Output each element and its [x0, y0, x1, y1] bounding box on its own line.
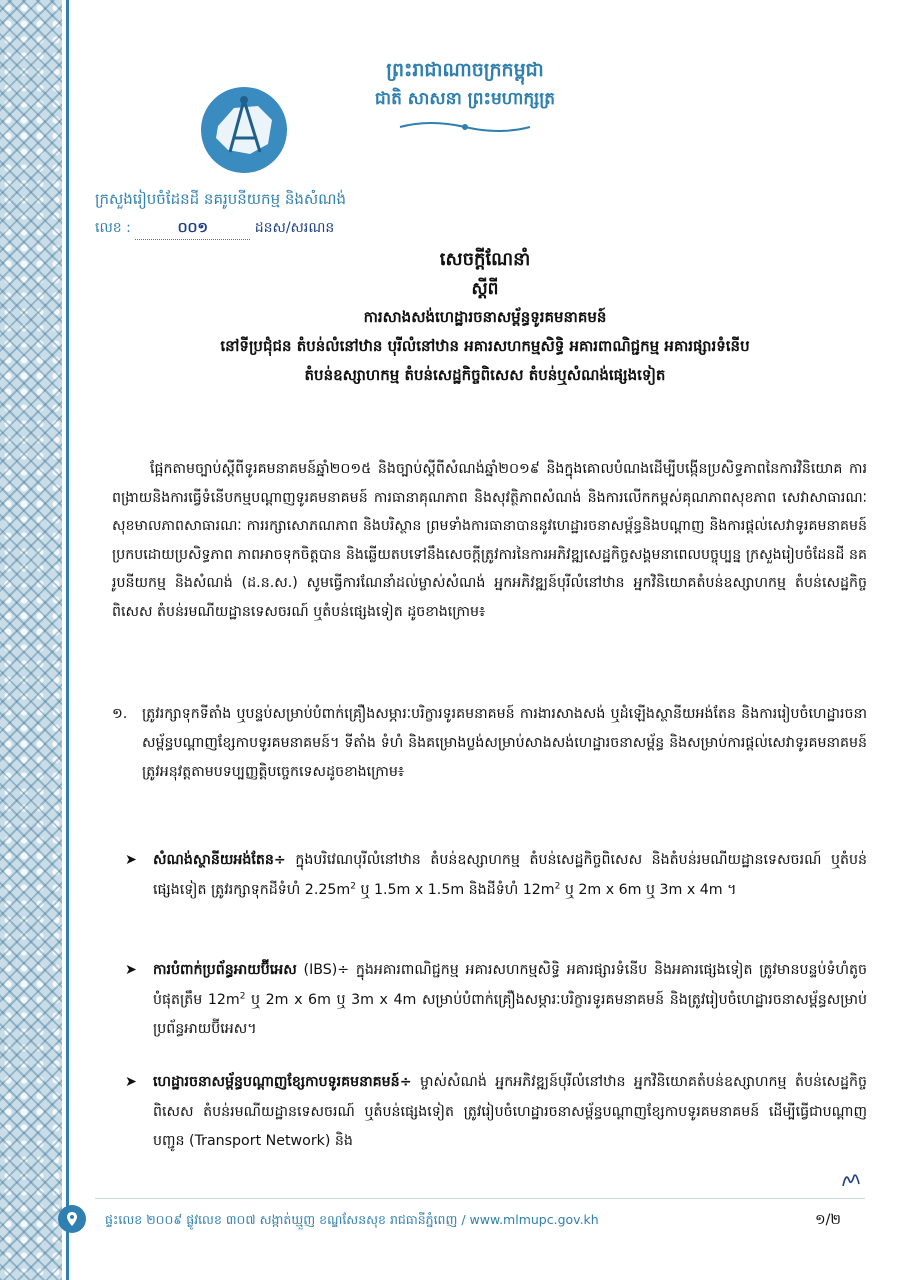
bullet-text-a: ក្នុងបរិវេណបុរីលំនៅឋាន តំបន់ឧស្សាហកម្ម តំបន់សេដ្ឋកិច្ចពិសេស និងតំបន់រមណីយដ្ឋានទេសចរណ៍ ឬតំបន់ផ្សេងទៀត ត្រូវរក្សាទុកដីទំហំ 2.25m	[153, 852, 867, 898]
decorative-border	[0, 0, 62, 1280]
kingdom-title: ព្រះរាជាណាចក្រកម្ពុជា	[386, 59, 544, 81]
reference-suffix: ដនស/សរណន	[254, 220, 335, 236]
title-line-2: នៅទីប្រជុំជន តំបន់លំនៅឋាន បុរីលំនៅឋាន អគារសហកម្មសិទ្ធិ អគារពាណិជ្ជកម្ម អគារផ្សារទំនើប	[220, 337, 750, 355]
arrow-bullet-icon: ➤	[125, 852, 137, 868]
ornament-divider	[390, 119, 540, 135]
title-main: សេចក្តីណែនាំ	[439, 249, 531, 270]
initials-signature	[840, 1170, 862, 1190]
reference-label: លេខ :	[95, 220, 131, 236]
bullet-ibs	[125, 956, 867, 1045]
reference-number	[95, 218, 334, 240]
bullet-text-b: ឬ 1.5m x 1.5m និងដីទំហំ 12m	[355, 881, 555, 898]
arrow-bullet-icon: ➤	[125, 1074, 137, 1090]
bullet-text-a: ម្ចាស់សំណង់ អ្នកអភិវឌ្ឍន៍បុរីលំនៅឋាន អ្នកវិនិយោគតំបន់ឧស្សាហកម្ម តំបន់សេដ្ឋកិច្ចពិសេស តំបន់រមណីយដ្ឋានទេសចរណ៍ ឬតំបន់ផ្សេងទៀត ត្រូវរៀបចំហេដ្ឋារចនាសម្ព័ន្ធបណ្តាញខ្សែកាបទូរគមនាគមន៍ ដើម្បីធ្វើជាបណ្តាញបញ្ជូន (Transport Network) និង	[153, 1074, 867, 1149]
intro-text: ផ្អែកតាមច្បាប់ស្តីពីទូរគមនាគមន៍ឆ្នាំ២០១៥ និងច្បាប់ស្តីពីសំណង់ឆ្នាំ២០១៩ និងក្នុងគោលបំណងដើម្បីបង្កើនប្រសិទ្ធភាពនៃការវិនិយោគ ការពង្រាយនិងការធ្វើទំនើបកម្មបណ្តាញទូរគមនាគមន៍ ការធានាគុណភាព និងសុវត្ថិភាពសំណង់ និងការលើកកម្ពស់គុណភាពសុខភាព សេវាសាធារណៈ សុខមាលភាពសាធារណៈ ការរក្សាសោភណភាព និងបរិស្ថាន ព្រមទាំងការធានាបាននូវហេដ្ឋារចនាសម្ព័ន្ធនិងបណ្តាញ និងការផ្តល់សេវាទូរគមនាគមន៍ប្រកបដោយប្រសិទ្ធភាព ភាពអាចទុកចិត្តបាន និងឆ្លើយតបទៅនឹងសេចក្តីត្រូវការនៃការអភិវឌ្ឍសេដ្ឋកិច្ចសង្គមនាពេលបច្ចុប្បន្ន ក្រសួងរៀបចំដែនដី នគរូបនីយកម្ម និងសំណង់ (ដ.ន.ស.) សូមធ្វើការណែនាំដល់ម្ចាស់សំណង់ អ្នកអភិវឌ្ឍន៍បុរីលំនៅឋាន អ្នកវិនិយោគតំបន់ឧស្សាហកម្ម តំបន់សេដ្ឋកិច្ចពិសេស តំបន់រមណីយដ្ឋានទេសចរណ៍ ឬតំបន់ផ្សេងទៀត ដូចខាងក្រោម៖	[112, 461, 867, 620]
ministry-logo	[200, 86, 288, 174]
page-number: ១/២	[815, 1212, 841, 1228]
document-title	[95, 245, 875, 390]
superscript: 2	[350, 880, 356, 891]
title-line-3: តំបន់ឧស្សាហកម្ម តំបន់សេដ្ឋកិច្ចពិសេស តំបន់ឬសំណង់ផ្សេងទៀត	[304, 366, 666, 384]
superscript: 2	[554, 880, 561, 891]
bullet-heading: សំណង់ស្ថានីយអង់តែន÷	[153, 852, 286, 868]
location-pin-icon	[58, 1205, 86, 1233]
title-line-1: ការសាងសង់ហេដ្ឋារចនាសម្ព័ន្ធទូរគមនាគមន៍	[363, 308, 607, 326]
bullet-heading: ការបំពាក់ប្រព័ន្ធអាយប៊ីអេស	[153, 962, 297, 978]
title-about: ស្តីពី	[471, 279, 499, 299]
bullet-text-a: (IBS)÷ ក្នុងអគារពាណិជ្ជកម្ម អគារសហកម្មសិទ្ធិ អគារផ្សារទំនើប និងអគារផ្សេងទៀត ត្រូវមានបន្ទប់ទំហំតូចបំផុតត្រឹម 12m	[153, 962, 867, 1008]
bullet-text-c: ឬ 2m x 6m ឬ 3m x 4m ។	[560, 881, 737, 898]
reference-value: ០០១	[135, 218, 250, 240]
bullet-text-b: ឬ 2m x 6m ឬ 3m x 4m សម្រាប់បំពាក់គ្រឿងសម្ភារៈបរិក្ខារទូរគមនាគមន៍ និងត្រូវរៀបចំហេដ្ឋារចនាសម្ព័ន្ធសម្រាប់ប្រព័ន្ធអាយប៊ីអេស។	[153, 991, 867, 1037]
item-number: ១.	[112, 706, 128, 722]
ministry-name: ក្រសួងរៀបចំដែនដី នគរូបនីយកម្ម និងសំណង់	[95, 190, 347, 208]
kingdom-header	[320, 55, 610, 135]
item-text: ត្រូវរក្សាទុកទីតាំង ឬបន្ទប់សម្រាប់បំពាក់គ្រឿងសម្ភារៈបរិក្ខារទូរគមនាគមន៍ ការងារសាងសង់ ឬដំឡើងស្ថានីយអង់តែន និងការរៀបចំហេដ្ឋារចនាសម្ព័ន្ធបណ្តាញខ្សែកាបទូរគមនាគមន៍។ ទីតាំង ទំហំ និងគម្រោងប្លង់សម្រាប់សាងសង់ហេដ្ឋារចនាសម្ព័ន្ធ និងសម្រាប់ការផ្តល់សេវាទូរគមនាគមន៍ ត្រូវអនុវត្តតាមបទប្បញ្ញត្តិបច្ចេកទេសដូចខាងក្រោម៖	[142, 706, 867, 780]
superscript: 2	[239, 990, 246, 1001]
border-line	[66, 0, 69, 1280]
bullet-antenna	[125, 846, 867, 905]
footer-address: ផ្ទះលេខ ២០០៩ ផ្លូវលេខ ៣០៧ សង្កាត់ឃ្មួញ ខណ្ឌសែនសុខ រាជធានីភ្នំពេញ / www.mlmupc.gov.kh	[105, 1212, 599, 1227]
numbered-item-1	[112, 700, 867, 787]
footer-divider	[95, 1198, 865, 1199]
intro-paragraph	[112, 455, 867, 627]
bullet-cable-network	[125, 1068, 867, 1157]
national-motto: ជាតិ សាសនា ព្រះមហាក្សត្រ	[374, 89, 556, 109]
arrow-bullet-icon: ➤	[125, 962, 137, 978]
bullet-heading: ហេដ្ឋារចនាសម្ព័ន្ធបណ្តាញខ្សែកាបទូរគមនាគមន៍÷	[153, 1074, 412, 1090]
